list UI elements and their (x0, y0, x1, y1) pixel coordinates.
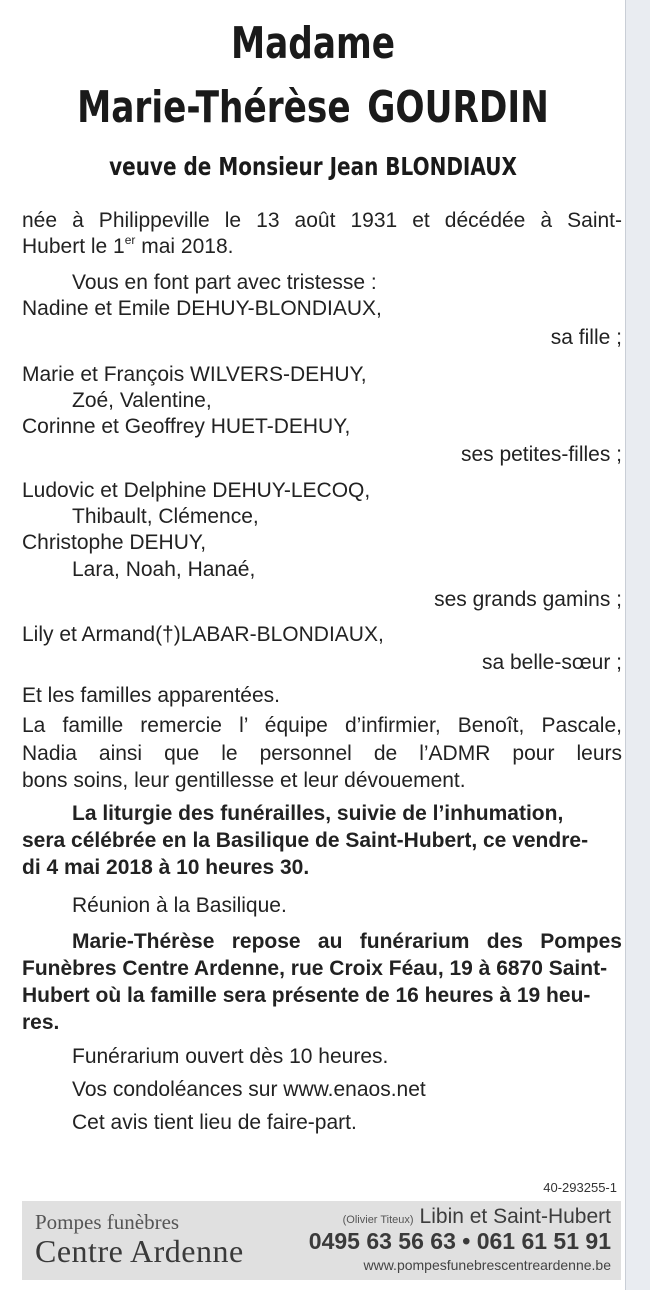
thanks-line-1: La famille remercie l’ équipe d’infirmier, Benoît, Pascale, (22, 714, 622, 737)
birth-line-2 (22, 234, 622, 260)
widow-line: veuve de Monsieur Jean BLONDIAUX (109, 152, 517, 181)
daughter-line: Nadine et Emile DEHUY-BLONDIAUX, (22, 297, 382, 320)
rest-line-3: Hubert où la famille sera présente de 16 heures à 19 heu- (22, 984, 591, 1007)
meeting-line: Réunion à la Basilique. (72, 894, 287, 917)
granddaughter-1: Marie et François WILVERS-DEHUY, (22, 363, 367, 386)
role-sister-in-law: sa belle-sœur ; (481, 651, 622, 674)
funeral-home-banner (22, 1201, 621, 1280)
phone-numbers: 0495 63 56 63 • 061 61 51 91 (308, 1228, 611, 1254)
liturgy-line-1: La liturgie des funérailles, suivie de l’inhumation, (72, 802, 564, 825)
liturgy-line-3: di 4 mai 2018 à 10 heures 30. (22, 856, 310, 879)
rest-line-4: res. (22, 1011, 60, 1034)
notice-line: Cet avis tient lieu de faire-part. (72, 1111, 357, 1134)
condolences-line: Vos condoléances sur www.enaos.net (72, 1078, 426, 1101)
liturgy-line-2: sera célébrée en la Basilique de Saint-Hubert, ce vendre- (22, 829, 589, 852)
grandson-1-children: Thibault, Clémence, (72, 505, 259, 528)
role-granddaughters: ses petites-filles ; (460, 443, 622, 466)
granddaughter-2: Corinne et Geoffrey HUET-DEHUY, (22, 415, 351, 438)
birth-line-1: née à Philippeville le 13 août 1931 et décédée à Saint- (22, 209, 622, 232)
brand-small: Pompes funèbres (35, 1210, 180, 1234)
families-line: Et les familles apparentées. (22, 684, 280, 707)
birth-line-2-b: mai 2018. (135, 235, 234, 258)
role-grandsons: ses grands gamins ; (434, 588, 622, 611)
grandson-1: Ludovic et Delphine DEHUY-LECOQ, (22, 479, 371, 502)
sister-in-law: Lily et Armand(†)LABAR-BLONDIAUX, (22, 623, 384, 646)
grandson-2: Christophe DEHUY, (22, 531, 207, 554)
brand-big: Centre Ardenne (35, 1233, 244, 1269)
funerarium-open: Funérarium ouvert dès 10 heures. (72, 1045, 389, 1068)
thanks-line-2: Nadia ainsi que le personnel de l’ADMR pour leurs (22, 742, 622, 765)
contact-line (343, 1205, 611, 1229)
title-madame: Madame (230, 18, 396, 69)
grandson-2-children: Lara, Noah, Hanaé, (72, 558, 256, 581)
reference-number: 40-293255-1 (543, 1180, 617, 1195)
locations: Libin et Saint-Hubert (419, 1205, 611, 1228)
thanks-line-3: bons soins, leur gentillesse et leur dévouement. (22, 769, 466, 792)
birth-line-2-sup: er (124, 233, 136, 247)
announcement: Vous en font part avec tristesse : (72, 271, 377, 294)
granddaughter-1-children: Zoé, Valentine, (72, 389, 212, 412)
rest-line-1: Marie-Thérèse repose au funérarium des Pompes (72, 930, 622, 953)
birth-line-2-a: Hubert le 1 (22, 235, 125, 258)
role-daughter: sa fille ; (550, 326, 622, 349)
contact-person: (Olivier Titeux) (342, 1214, 414, 1226)
deceased-name: Marie-Thérèse GOURDIN (77, 82, 549, 133)
website: www.pompesfunebrescentreardenne.be (363, 1257, 611, 1273)
rest-line-2: Funèbres Centre Ardenne, rue Croix Féau, 19 à 6870 Saint- (22, 957, 608, 980)
